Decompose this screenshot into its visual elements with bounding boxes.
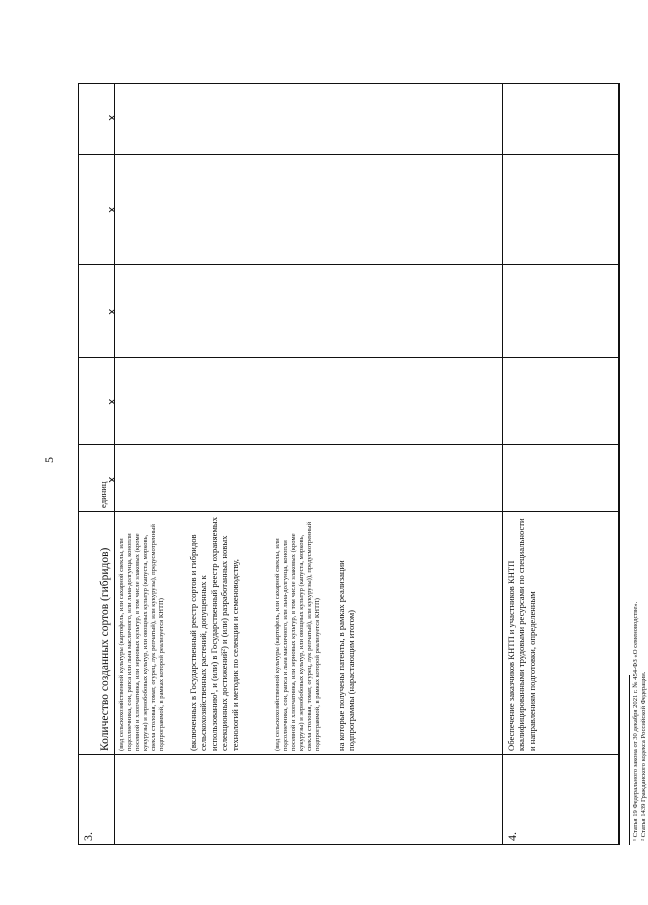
unit-label: единиц bbox=[98, 481, 108, 508]
registry-description: (включенных в Государственный реестр сортов и гибридов сельскохозяйственных растений, допущенных к использованию¹, и (или) в Государственный реестр охраняемых селекционных достижений²) и (или) разработанных новых технологий и методик по селекции и семеноводству, bbox=[188, 516, 240, 751]
crop-type-note-2: (вид сельскохозяйственной культуры (картофель, или сахарной свеклы, или подсолнечника, сои, рапса и льна масличного, или льна-долгунца, конопли посевной и хлопчатника, или зерновых культур, в том числе злаковых (кроме кукурузы) и зернобобовых культур, или овощных культур (капуста, морковь, свекла столовая, томат, огурец, лук репчатый), или кукурузы)), предусмотренный подпрограммой, в рамках которой реализуется КНТП) bbox=[274, 521, 322, 751]
value-x-mark: x bbox=[105, 476, 118, 483]
footnote-rule bbox=[629, 675, 630, 845]
footnote-1: ¹ Статья 19 Федерального закона от 30 декабря 2021 г. № 454-ФЗ «О семеноводстве». bbox=[632, 601, 639, 841]
column-divider bbox=[78, 154, 619, 155]
row-title: Количество созданных сортов (гибридов) bbox=[99, 547, 111, 751]
page-number: 5 bbox=[42, 457, 56, 463]
value-x-mark: x bbox=[105, 308, 118, 315]
value-x-mark: x bbox=[105, 114, 118, 121]
patents-description: на которые получены патенты, в рамках реализации подпрограммы (нарастающим итогом) bbox=[336, 560, 357, 751]
row-divider bbox=[619, 83, 620, 845]
row-divider bbox=[114, 83, 115, 845]
row-number: 3. bbox=[81, 832, 95, 841]
row-title: Обеспечение заказчиков КНТП и участников КНТП квалифицированными трудовыми ресурсами по специальности и направлениям подготовки, определенным bbox=[506, 518, 537, 751]
column-divider bbox=[78, 754, 619, 755]
row-divider bbox=[502, 83, 503, 845]
crop-type-note: (вид сельскохозяйственной культуры (картофель, или сахарной свеклы, или подсолнечника, сои, рапса или льна масличного, или льна-долгунца, конопли посевной и хлопчатника, или зерновых культур, в том числе злаковых (кроме кукурузы) и зернобобовых культур, или овощных культур (капуста, морковь, свекла столовая, томат, огурец, лук репчатый), или кукурузы), предусмотренный подпрограммой, в рамках которой реализуется КНТП) bbox=[118, 524, 166, 751]
value-x-mark: x bbox=[105, 398, 118, 405]
column-divider bbox=[78, 844, 619, 845]
column-divider bbox=[78, 264, 619, 265]
value-x-mark: x bbox=[105, 206, 118, 213]
row-number: 4. bbox=[505, 832, 519, 841]
column-divider bbox=[78, 357, 619, 358]
footnote-2: ² Статья 1439 Гражданского кодекса Российской Федерации. bbox=[640, 671, 647, 841]
column-divider bbox=[78, 444, 619, 445]
column-divider bbox=[78, 511, 619, 512]
